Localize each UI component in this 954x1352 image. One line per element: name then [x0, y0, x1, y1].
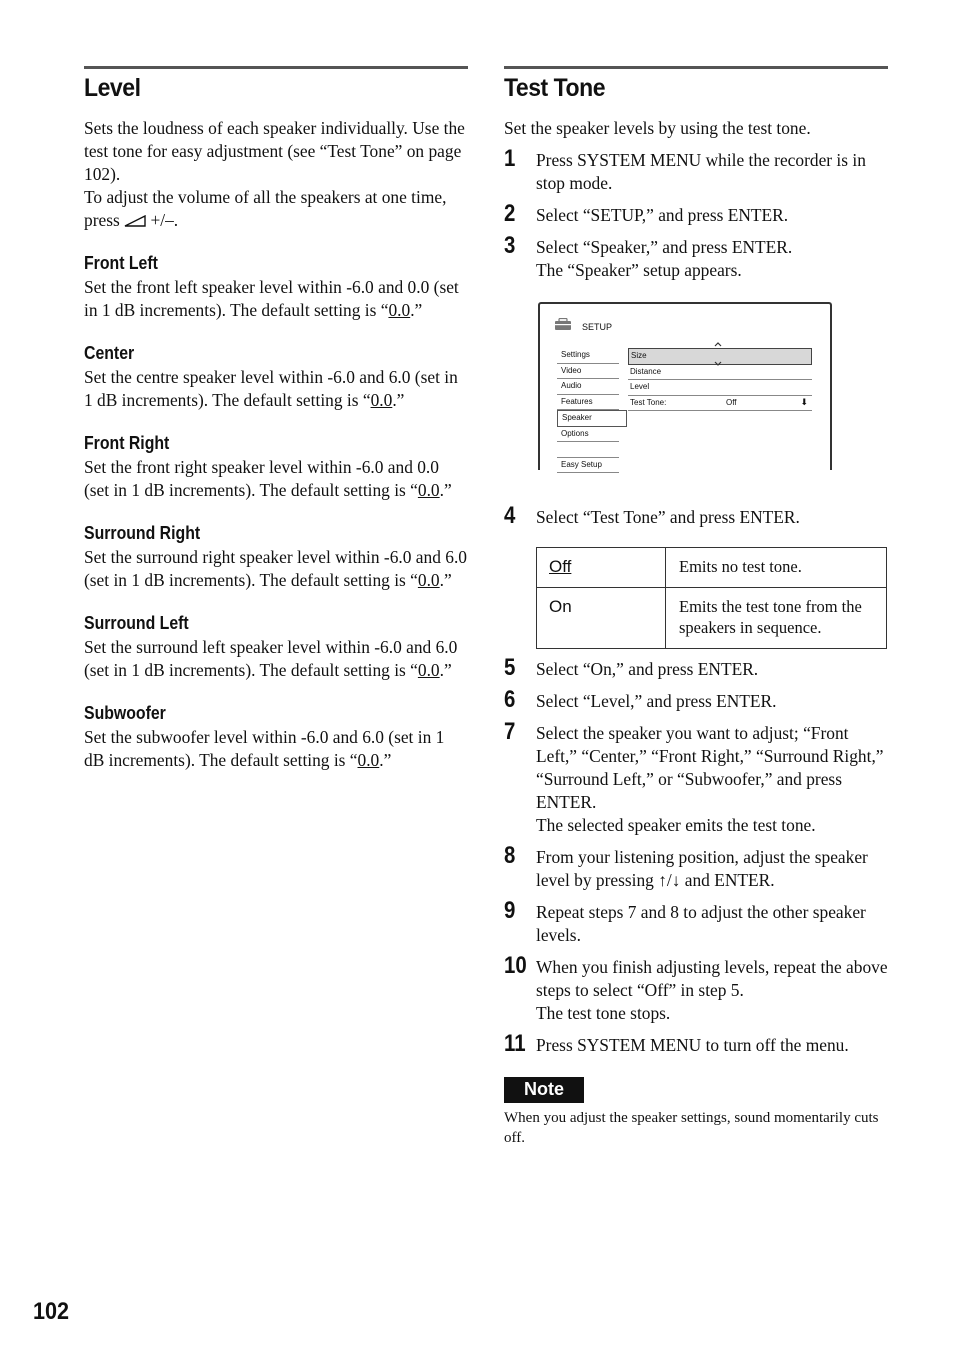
step-1 — [504, 145, 888, 195]
step-text: Select “Test Tone” and press ENTER. — [536, 507, 800, 527]
section-center — [84, 341, 468, 412]
level-intro-2a: To adjust the volume of all the speakers at one time, press — [84, 187, 447, 230]
menu-item-blank — [557, 442, 619, 458]
step-2 — [504, 200, 888, 227]
testtone-title: Test Tone — [504, 74, 606, 102]
default-value: 0.0 — [417, 660, 440, 680]
down-chevron-icon — [714, 361, 722, 366]
section-body: Set the front left speaker level within -6.0 and 0.0 (set in 1 dB increments). The default setting is “ — [84, 277, 459, 320]
section-end: .” — [392, 390, 405, 410]
section-heading: Front Right — [84, 433, 170, 453]
note-text: When you adjust the speaker settings, sound momentarily cuts off. — [504, 1110, 879, 1146]
step-text: When you finish adjusting levels, repeat the above steps to select “Off” in step 5. — [536, 957, 888, 1000]
down-arrow-icon: ⬇ — [800, 396, 808, 407]
step-text: Select the speaker you want to adjust; “Front Left,” “Center,” “Front Right,” “Surround Right,” “Surround Left,” or “Subwoofer,” and press ENTER. — [536, 723, 884, 812]
setup-screen — [538, 302, 832, 470]
step-3 — [504, 232, 888, 282]
section-end: .” — [439, 660, 452, 680]
section-text — [84, 456, 468, 502]
testtone-rule — [504, 66, 888, 69]
section-heading: Front Left — [84, 253, 158, 273]
section-text — [84, 366, 468, 412]
step-extra: The test tone stops. — [536, 1003, 671, 1023]
step-5 — [504, 654, 888, 681]
menu-item-options[interactable]: Options — [557, 427, 619, 443]
step-6 — [504, 686, 888, 713]
step-text: Press SYSTEM MENU while the recorder is in stop mode. — [536, 150, 866, 193]
level-intro — [84, 117, 468, 232]
setup-menu — [557, 348, 619, 473]
step-4 — [504, 502, 888, 529]
step-text: Select “On,” and press ENTER. — [536, 659, 759, 679]
default-value: 0.0 — [388, 300, 411, 320]
step-8 — [504, 842, 888, 892]
section-front-right — [84, 431, 468, 502]
step-number: 7 — [504, 718, 516, 745]
testtone-column — [504, 66, 888, 1148]
section-heading: Surround Left — [84, 613, 189, 633]
note-label: Note — [504, 1077, 584, 1103]
step-number: 6 — [504, 686, 516, 713]
test-tone-options-table — [536, 547, 887, 649]
default-value: 0.0 — [357, 750, 380, 770]
menu-item-easy-setup[interactable]: Easy Setup — [557, 458, 619, 474]
step-number: 3 — [504, 232, 516, 259]
volume-icon — [124, 215, 146, 227]
section-surround-right — [84, 521, 468, 592]
speaker-submenu — [628, 348, 812, 411]
step-extra: The selected speaker emits the test tone. — [536, 815, 816, 835]
option-desc: Emits the test tone from the speakers in sequence. — [666, 588, 887, 649]
section-heading: Subwoofer — [84, 703, 166, 723]
option-off — [537, 548, 666, 588]
section-end: .” — [379, 750, 392, 770]
menu-item-video[interactable]: Video — [557, 364, 619, 380]
step-text: Select “SETUP,” and press ENTER. — [536, 205, 789, 225]
level-sections — [84, 251, 468, 772]
submenu-item-distance[interactable]: Distance — [628, 365, 812, 381]
step-number: 2 — [504, 200, 516, 227]
testtone-intro: Set the speaker levels by using the test tone. — [504, 118, 811, 138]
step-number: 4 — [504, 502, 516, 529]
menu-item-features[interactable]: Features — [557, 395, 619, 411]
step-text: Press SYSTEM MENU to turn off the menu. — [536, 1035, 849, 1055]
menu-item-speaker[interactable]: Speaker — [557, 410, 627, 427]
section-end: .” — [410, 300, 423, 320]
section-end: .” — [439, 480, 452, 500]
section-text — [84, 636, 468, 682]
submenu-item-test-tone[interactable] — [628, 396, 812, 412]
step-text: Select “Speaker,” and press ENTER. — [536, 237, 793, 257]
section-subwoofer — [84, 701, 468, 772]
step-number: 10 — [504, 952, 527, 979]
test-tone-value: Off — [726, 397, 737, 407]
step-number: 9 — [504, 897, 516, 924]
level-intro-1: Sets the loudness of each speaker individually. Use the test tone for easy adjustment (see “Test Tone” on page 102). — [84, 118, 465, 184]
setup-header: SETUP — [582, 322, 613, 332]
level-rule — [84, 66, 468, 69]
default-value: 0.0 — [417, 480, 440, 500]
menu-item-settings[interactable]: Settings — [557, 348, 619, 364]
step-extra: The “Speaker” setup appears. — [536, 260, 742, 280]
submenu-item-size[interactable]: Size — [628, 348, 812, 365]
table-row — [537, 588, 887, 649]
level-title: Level — [84, 74, 141, 102]
step-text: From your listening position, adjust the speaker level by pressing ↑/↓ and ENTER. — [536, 847, 868, 890]
step-number: 5 — [504, 654, 516, 681]
option-desc: Emits no test tone. — [666, 548, 887, 588]
section-front-left — [84, 251, 468, 322]
step-number: 1 — [504, 145, 516, 172]
option-on: On — [537, 588, 666, 649]
test-tone-label: Test Tone: — [630, 397, 667, 407]
section-text — [84, 726, 468, 772]
step-text: Repeat steps 7 and 8 to adjust the other speaker levels. — [536, 902, 866, 945]
step-11 — [504, 1030, 888, 1057]
default-value: 0.0 — [417, 570, 440, 590]
section-text — [84, 546, 468, 592]
section-surround-left — [84, 611, 468, 682]
toolbox-icon — [554, 318, 572, 331]
up-arrow-icon — [714, 342, 722, 347]
section-heading: Center — [84, 343, 135, 363]
step-9 — [504, 897, 888, 947]
step-10 — [504, 952, 888, 1025]
level-intro-2b: +/–. — [146, 210, 179, 230]
step-7 — [504, 718, 888, 837]
section-body: Set the surround right speaker level within -6.0 and 6.0 (set in 1 dB increments). The default setting is “ — [84, 547, 467, 590]
section-text — [84, 276, 468, 322]
section-body: Set the centre speaker level within -6.0 and 6.0 (set in 1 dB increments). The default setting is “ — [84, 367, 458, 410]
step-number: 8 — [504, 842, 516, 869]
section-end: .” — [439, 570, 452, 590]
page-number: 102 — [33, 1298, 70, 1325]
section-body: Set the surround left speaker level within -6.0 and 6.0 (set in 1 dB increments). The default setting is “ — [84, 637, 458, 680]
option-label: Off — [549, 557, 572, 576]
menu-item-audio[interactable]: Audio — [557, 379, 619, 395]
submenu-item-level[interactable]: Level — [628, 380, 812, 396]
section-body: Set the front right speaker level within -6.0 and 0.0 (set in 1 dB increments). The default setting is “ — [84, 457, 439, 500]
level-column — [84, 66, 468, 772]
default-value: 0.0 — [370, 390, 393, 410]
section-heading: Surround Right — [84, 523, 201, 543]
step-text: Select “Level,” and press ENTER. — [536, 691, 777, 711]
table-row — [537, 548, 887, 588]
section-body: Set the subwoofer level within -6.0 and 6.0 (set in 1 dB increments). The default setting is “ — [84, 727, 445, 770]
step-number: 11 — [504, 1030, 526, 1057]
